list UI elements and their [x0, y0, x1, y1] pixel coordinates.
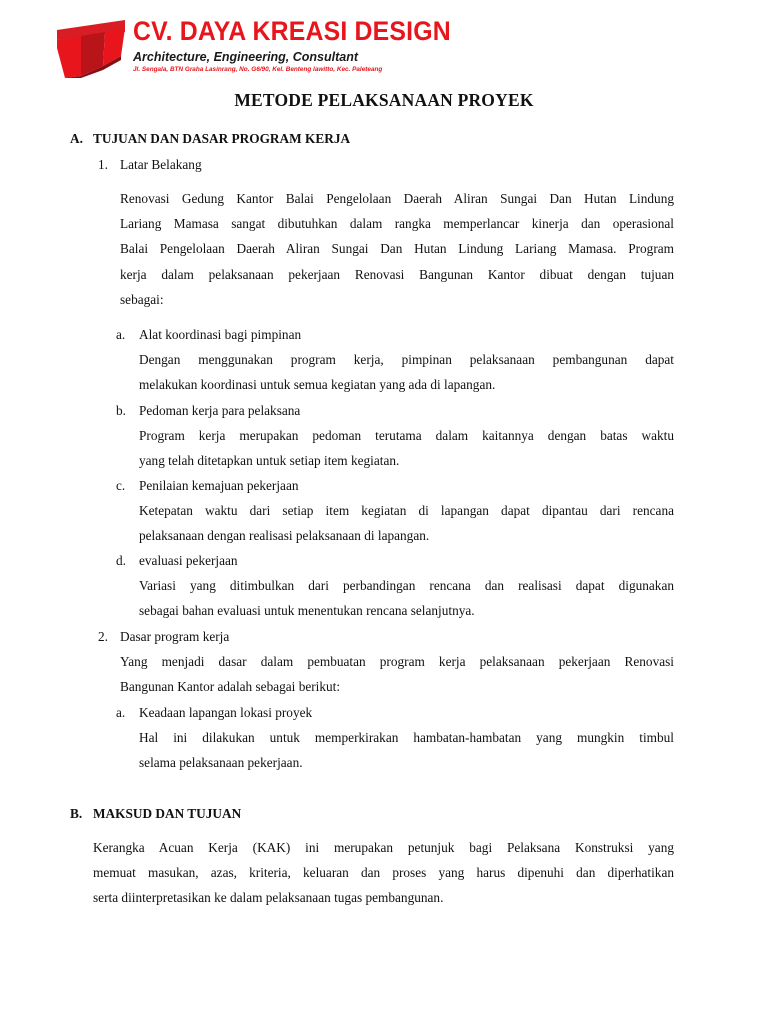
paragraph-line: Dengan menggunakan program kerja, pimpinan pelaksanaan pembangunan dapat	[139, 352, 674, 367]
paragraph-line: yang telah ditetapkan untuk setiap item kegiatan.	[139, 453, 400, 469]
subitem-d-title: evaluasi pekerjaan	[139, 553, 238, 568]
paragraph-line: sebagai:	[120, 291, 164, 307]
company-name: CV. DAYA KREASI DESIGN	[133, 16, 451, 46]
subitem-a-title: Alat koordinasi bagi pimpinan	[139, 327, 302, 342]
paragraph-line: serta diinterpretasikan ke dalam pelaksanaan tugas pembangunan.	[93, 890, 444, 906]
letterhead	[55, 12, 451, 78]
paragraph-line: kerja dalam pelaksanaan pekerjaan Renovasi Bangunan Kantor dibuat dengan tujuan	[120, 266, 674, 282]
item-2-subitem-a-marker: a.	[116, 705, 126, 720]
section-a-heading: TUJUAN DAN DASAR PROGRAM KERJA	[93, 131, 351, 146]
section-b-paragraph	[93, 835, 674, 911]
paragraph-line: Ketepatan waktu dari setiap item kegiatan di lapangan dapat dipantau dari rencana	[139, 503, 674, 518]
company-address: Jl. Sengala, BTN Graha Lasinrang, No. G6/90, Kel. Benteng lawitto, Kec. Paleteang	[133, 66, 383, 73]
section-b-heading: MAKSUD DAN TUJUAN	[93, 806, 242, 821]
paragraph-line: Hal ini dilakukan untuk memperkirakan hambatan-hambatan yang mungkin timbul	[139, 730, 674, 745]
paragraph-line: sebagai bahan evaluasi untuk menentukan rencana selanjutnya.	[139, 603, 475, 619]
subitem-d-paragraph	[139, 573, 674, 623]
paragraph-line: Kerangka Acuan Kerja (KAK) ini merupakan petunjuk bagi Pelaksana Konstruksi yang	[93, 840, 674, 855]
subitem-c-paragraph	[139, 498, 674, 548]
section-b-marker: B.	[70, 806, 83, 821]
paragraph-line: melakukan koordinasi untuk semua kegiatan yang ada di lapangan.	[139, 377, 496, 393]
subitem-d-marker: d.	[116, 553, 126, 568]
company-tagline: Architecture, Engineering, Consultant	[133, 50, 359, 64]
paragraph-line: Renovasi Gedung Kantor Balai Pengelolaan Daerah Aliran Sungai Dan Hutan Lindung	[120, 191, 674, 206]
item-2-number: 2.	[98, 629, 108, 644]
subitem-b-paragraph	[139, 423, 674, 473]
paragraph-line: Yang menjadi dasar dalam pembuatan program kerja pelaksanaan pekerjaan Renovasi	[120, 654, 674, 669]
paragraph-line: selama pelaksanaan pekerjaan.	[139, 755, 303, 771]
paragraph-line: Program kerja merupakan pedoman terutama dalam kaitannya dengan batas waktu	[139, 428, 674, 443]
subitem-b-marker: b.	[116, 403, 126, 418]
document-title: METODE PELAKSANAAN PROYEK	[234, 90, 534, 110]
subitem-a-paragraph	[139, 347, 674, 397]
paragraph-line: Bangunan Kantor adalah sebagai berikut:	[120, 679, 341, 695]
company-logo-icon	[55, 18, 127, 78]
subitem-a-marker: a.	[116, 327, 126, 342]
item-2-subitem-a-paragraph	[139, 725, 674, 775]
item-2-title: Dasar program kerja	[120, 629, 230, 644]
item-2-subitem-a-title: Keadaan lapangan lokasi proyek	[139, 705, 313, 720]
item-2-paragraph	[120, 649, 674, 699]
paragraph-line: memuat masukan, azas, kriteria, keluaran dan proses yang harus dipenuhi dan diperhatikan	[93, 865, 674, 881]
item-1-paragraph	[120, 186, 674, 312]
paragraph-line: Balai Pengelolaan Daerah Aliran Sungai Dan Hutan Lindung Lariang Mamasa. Program	[120, 241, 674, 257]
item-1-title: Latar Belakang	[120, 157, 202, 172]
paragraph-line: Variasi yang ditimbulkan dari perbandingan rencana dan realisasi dapat digunakan	[139, 578, 674, 593]
item-1-number: 1.	[98, 157, 108, 172]
subitem-b-title: Pedoman kerja para pelaksana	[139, 403, 301, 418]
subitem-c-marker: c.	[116, 478, 126, 493]
paragraph-line: pelaksanaan dengan realisasi pelaksanaan di lapangan.	[139, 528, 430, 544]
paragraph-line: Lariang Mamasa sangat dibutuhkan dalam rangka memperlancar kinerja dan operasional	[120, 216, 674, 232]
section-a-marker: A.	[70, 131, 83, 146]
subitem-c-title: Penilaian kemajuan pekerjaan	[139, 478, 299, 493]
